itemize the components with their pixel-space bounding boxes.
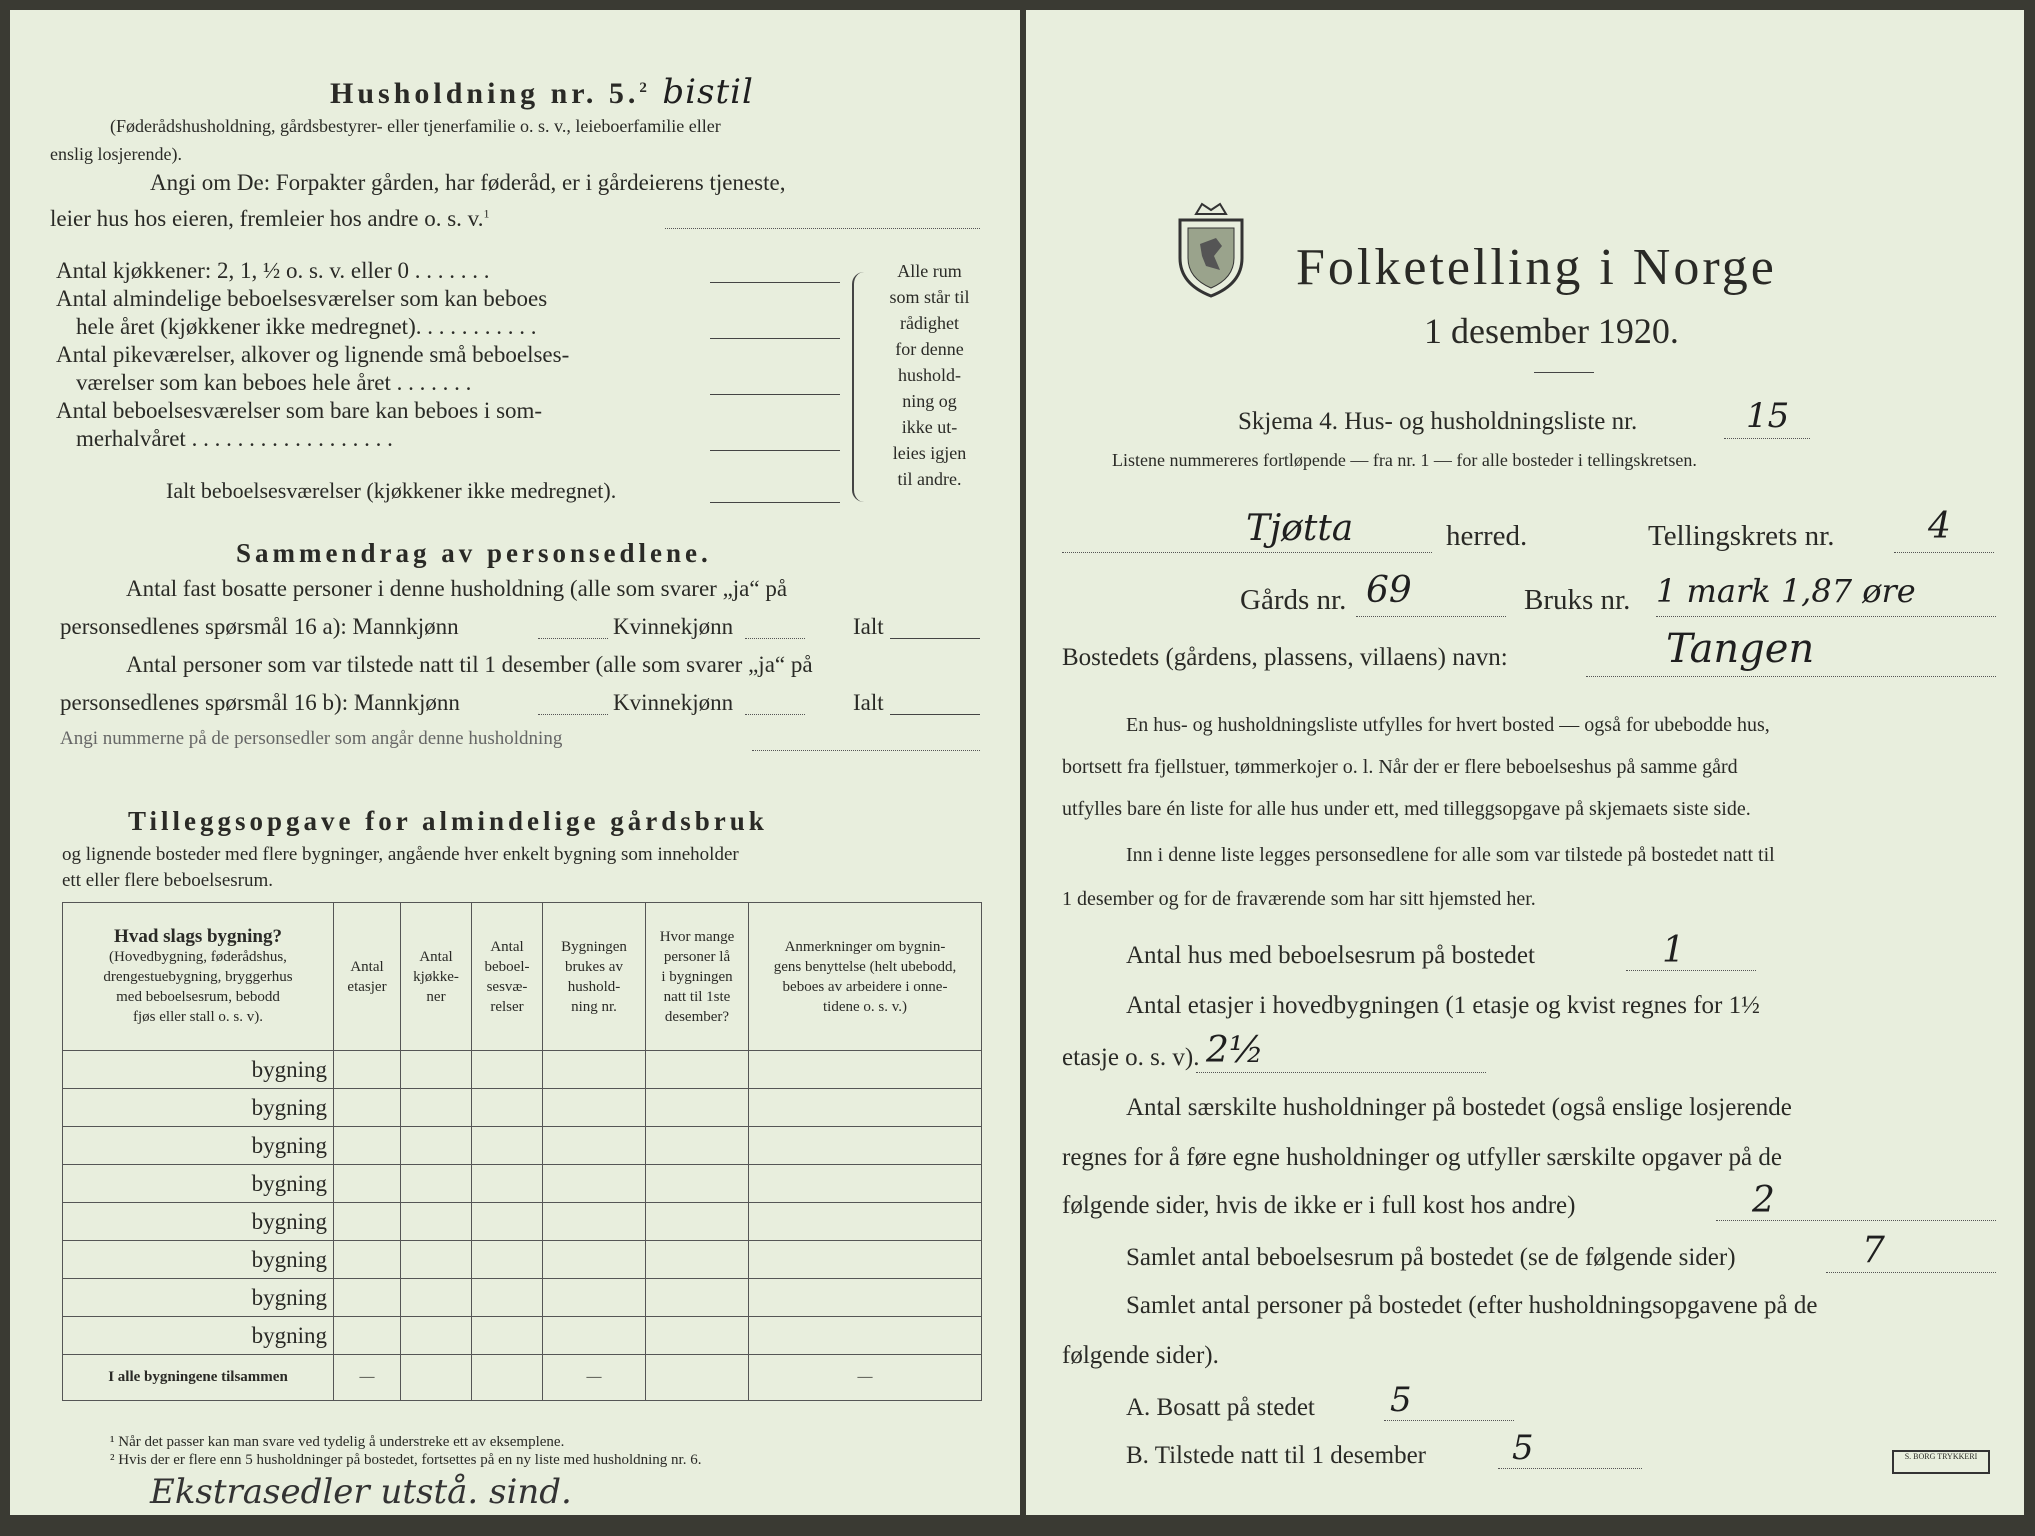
answer-resident-female[interactable] <box>745 638 805 639</box>
printer-stamp: S. BORG TRYKKERI <box>1892 1450 1990 1474</box>
table-cell[interactable] <box>543 1203 646 1241</box>
answer-summer-rooms[interactable] <box>710 450 840 451</box>
side-note-line: ikke ut- <box>901 417 958 437</box>
floors-label-2: etasje o. s. v). <box>1062 1044 1200 1071</box>
answer-holding-number[interactable] <box>1656 616 1996 617</box>
table-cell[interactable] <box>472 1051 543 1089</box>
building-label: bygning <box>251 1094 327 1120</box>
rooms-summer-1: Antal beboelsesværelser som bare kan beboes i som- <box>56 398 543 423</box>
households-label-1: Antal særskilte husholdninger på bostedet (også enslige losjerende <box>1126 1094 1792 1121</box>
side-note-line: leies igjen <box>892 443 967 463</box>
table-row <box>63 1165 982 1203</box>
total-row-cell[interactable] <box>646 1355 749 1401</box>
building-label-cell[interactable] <box>63 1127 334 1165</box>
building-label: bygning <box>251 1246 327 1272</box>
total-row-cell[interactable]: — <box>543 1355 646 1401</box>
col-building-type-line: (Hovedbygning, føderådshus, <box>109 948 287 965</box>
rooms-maid-2: værelser som kan beboes hele året . . . . . . . <box>76 370 472 395</box>
heading-superscript: 2 <box>639 80 651 96</box>
answer-present-total[interactable] <box>890 714 980 715</box>
building-label: bygning <box>251 1322 327 1348</box>
instructions-line: Inn i denne liste legges personsedlene for alle som var tilstede på bostedet natt til <box>1126 844 1775 866</box>
col-floors-line: etasjer <box>347 978 387 995</box>
resident-label: A. Bosatt på stedet <box>1126 1394 1315 1421</box>
col-kitchens <box>401 903 472 1051</box>
table-cell[interactable] <box>543 1241 646 1279</box>
table-cell[interactable] <box>334 1241 401 1279</box>
table-cell[interactable] <box>646 1165 749 1203</box>
persons-label-2: følgende sider). <box>1062 1342 1219 1369</box>
answer-ordinary-rooms[interactable] <box>710 338 840 339</box>
table-cell[interactable] <box>472 1241 543 1279</box>
schema-label: Skjema 4. Hus- og husholdningsliste nr. <box>1238 408 1638 435</box>
table-row <box>63 1203 982 1241</box>
households-label-3: følgende sider, hvis de ikke er i full kost hos andre) <box>1062 1192 1576 1219</box>
rooms-summer-2: merhalvåret . . . . . . . . . . . . . . . . . . <box>76 426 393 451</box>
building-label: bygning <box>251 1170 327 1196</box>
rooms-ordinary-2: hele året (kjøkkener ikke medregnet). . . . . . . . . . . <box>76 314 537 339</box>
buildings-table <box>62 902 982 1401</box>
total-row-cell[interactable] <box>472 1355 543 1401</box>
col-building-type-line: drengestuebygning, bryggerhus <box>103 968 293 985</box>
supplement-heading: Tilleggsopgave for almindelige gårdsbruk <box>128 806 768 836</box>
col-kitchens-line: Antal <box>419 948 453 965</box>
rooms-ordinary-1: Antal almindelige beboelsesværelser som kan beboes <box>56 286 548 311</box>
col-used-by-line: hushold- <box>567 978 621 995</box>
table-cell[interactable] <box>401 1279 472 1317</box>
table-cell[interactable] <box>472 1203 543 1241</box>
district-handwriting: 4 <box>1928 506 1951 547</box>
building-label-cell[interactable] <box>63 1165 334 1203</box>
houses-handwriting: 1 <box>1662 930 1685 971</box>
col-persons-line: i bygningen <box>661 968 733 985</box>
left-page <box>10 10 1020 1515</box>
total-row-cell[interactable] <box>401 1355 472 1401</box>
col-kitchens-line: ner <box>426 988 446 1005</box>
answer-rooms-total[interactable] <box>1826 1272 1996 1273</box>
household-heading-text: Husholdning nr. 5. <box>330 77 640 110</box>
table-row <box>63 1279 982 1317</box>
answer-person-numbers[interactable] <box>752 750 980 751</box>
summary-resident-female-label: Kvinnekjønn <box>613 614 734 639</box>
building-label-cell[interactable] <box>63 1241 334 1279</box>
table-cell[interactable] <box>749 1203 982 1241</box>
answer-resident-total[interactable] <box>890 638 980 639</box>
col-floors-line: Antal <box>350 958 384 975</box>
answer-district[interactable] <box>1894 552 1994 553</box>
answer-households[interactable] <box>1716 1220 1996 1221</box>
col-kitchens-line: kjøkke- <box>413 968 459 985</box>
answer-kitchens[interactable] <box>710 282 840 283</box>
table-cell[interactable] <box>401 1241 472 1279</box>
table-cell[interactable] <box>472 1317 543 1355</box>
table-cell[interactable] <box>543 1279 646 1317</box>
table-cell[interactable] <box>472 1127 543 1165</box>
census-date: 1 desember 1920. <box>1424 311 1679 351</box>
col-used-by-household <box>543 903 646 1051</box>
answer-municipality[interactable] <box>1062 552 1432 553</box>
table-cell[interactable] <box>646 1279 749 1317</box>
table-cell[interactable] <box>334 1279 401 1317</box>
coat-of-arms-icon <box>1172 200 1250 300</box>
table-row <box>63 1127 982 1165</box>
table-cell[interactable] <box>749 1165 982 1203</box>
col-rooms <box>472 903 543 1051</box>
col-building-type-title: Hvad slags bygning? <box>114 925 282 947</box>
holding-number-handwriting: 1 mark 1,87 øre <box>1656 572 1916 610</box>
col-persons-line: Hvor mange <box>659 928 735 945</box>
buildings-table-body <box>63 1051 982 1355</box>
col-building-type-line: med beboelsesrum, bebodd <box>116 988 280 1005</box>
table-cell[interactable] <box>543 1089 646 1127</box>
table-cell[interactable] <box>749 1127 982 1165</box>
total-row-label: I alle bygningene tilsammen <box>63 1355 334 1401</box>
supplement-intro-2: ett eller flere beboelsesrum. <box>62 870 274 891</box>
answer-floors[interactable] <box>1196 1072 1486 1073</box>
table-cell[interactable] <box>646 1317 749 1355</box>
building-label-cell[interactable] <box>63 1317 334 1355</box>
summary-present-female-label: Kvinnekjønn <box>613 690 734 715</box>
table-cell[interactable] <box>543 1051 646 1089</box>
answer-line-household-type[interactable] <box>665 228 980 229</box>
building-label: bygning <box>251 1056 327 1082</box>
col-persons-line: natt til 1ste <box>663 988 731 1005</box>
table-cell[interactable] <box>543 1317 646 1355</box>
table-cell[interactable] <box>543 1165 646 1203</box>
table-cell[interactable] <box>334 1051 401 1089</box>
supplement-intro-1: og lignende bosteder med flere bygninger, angående hver enkelt bygning som inneholder <box>62 844 739 865</box>
question-line-2 <box>50 206 489 232</box>
intro-line-1: (Føderådshusholdning, gårdsbestyrer- eller tjenerfamilie o. s. v., leieboerfamilie eller <box>110 116 721 136</box>
floors-label-1: Antal etasjer i hovedbygningen (1 etasje og kvist regnes for 1½ <box>1126 992 1760 1019</box>
floors-handwriting: 2½ <box>1206 1030 1264 1071</box>
answer-place-name[interactable] <box>1586 676 1996 677</box>
answer-farm-number[interactable] <box>1356 616 1506 617</box>
households-handwriting: 2 <box>1752 1180 1775 1221</box>
col-building-type-line: fjøs eller stall o. s. v). <box>133 1008 263 1025</box>
side-note-line: Alle rum <box>897 261 962 281</box>
table-cell[interactable] <box>646 1051 749 1089</box>
total-rooms-label: Ialt beboelsesværelser (kjøkkener ikke medregnet). <box>166 478 617 503</box>
table-cell[interactable] <box>472 1165 543 1203</box>
rooms-maid-1: Antal pikeværelser, alkover og lignende små beboelses- <box>56 342 570 367</box>
table-cell[interactable] <box>401 1089 472 1127</box>
table-cell[interactable] <box>646 1203 749 1241</box>
table-cell[interactable] <box>401 1127 472 1165</box>
instructions-line: bortsett fra fjellstuer, tømmerkojer o. l. Når der er flere beboelseshus på samme gård <box>1062 756 1738 778</box>
table-cell[interactable] <box>543 1127 646 1165</box>
col-persons <box>646 903 749 1051</box>
table-cell[interactable] <box>749 1051 982 1089</box>
side-note-line: som står til <box>889 287 970 307</box>
table-total-row <box>63 1355 982 1401</box>
present-handwriting: 5 <box>1512 1428 1534 1468</box>
question-line-2-text: leier hus hos eieren, fremleier hos andre o. s. v. <box>50 206 484 231</box>
side-note-brace <box>852 272 868 502</box>
col-remarks-line: beboes av arbeidere i onne- <box>782 978 948 995</box>
col-floors <box>334 903 401 1051</box>
place-name-label: Bostedets (gårdens, plassens, villaens) navn: <box>1062 644 1508 671</box>
table-cell[interactable] <box>334 1127 401 1165</box>
municipality-handwriting: Tjøtta <box>1246 508 1354 549</box>
question-superscript: 1 <box>483 206 490 221</box>
instructions-line: En hus- og husholdningsliste utfylles for hvert bosted — også for ubebodde hus, <box>1126 714 1770 736</box>
district-label: Tellingskrets nr. <box>1648 520 1835 552</box>
table-cell[interactable] <box>646 1127 749 1165</box>
summary-resident-line: Antal fast bosatte personer i denne husholdning (alle som svarer „ja“ på <box>126 576 788 601</box>
table-cell[interactable] <box>749 1241 982 1279</box>
building-label: bygning <box>251 1132 327 1158</box>
persons-label-1: Samlet antal personer på bostedet (efter husholdningsopgavene på de <box>1126 1292 1818 1319</box>
table-cell[interactable] <box>401 1165 472 1203</box>
municipality-label: herred. <box>1446 520 1528 552</box>
resident-handwriting: 5 <box>1390 1380 1412 1420</box>
col-rooms-line: sesvæ- <box>486 978 528 995</box>
list-numbering-note: Listene nummereres fortløpende — fra nr. 1 — for alle bosteder i tellingskretsen. <box>1112 450 1697 470</box>
table-cell[interactable] <box>749 1317 982 1355</box>
side-note-line: rådighet <box>900 313 959 333</box>
building-label-cell[interactable] <box>63 1089 334 1127</box>
list-number-handwriting: 15 <box>1746 396 1790 436</box>
col-used-by-line: ning nr. <box>571 998 617 1015</box>
col-rooms-line: relser <box>490 998 524 1015</box>
present-label: B. Tilstede natt til 1 desember <box>1126 1442 1426 1469</box>
answer-present-male[interactable] <box>538 714 608 715</box>
summary-present-line: Antal personer som var tilstede natt til 1 desember (alle som svarer „ja“ på <box>126 652 813 677</box>
table-row <box>63 1089 982 1127</box>
summary-present-male-label: personsedlenes spørsmål 16 b): Mannkjønn <box>60 690 460 715</box>
table-cell[interactable] <box>472 1089 543 1127</box>
col-rooms-line: Antal <box>490 938 524 955</box>
side-note-line: til andre. <box>897 469 962 489</box>
table-cell[interactable] <box>334 1089 401 1127</box>
instructions-line: utfylles bare én liste for alle hus under ett, med tilleggsopgave på skjemaets siste side. <box>1062 798 1751 820</box>
summary-resident-total-label: Ialt <box>853 614 884 639</box>
summary-present-total-label: Ialt <box>853 690 884 715</box>
side-note-line: for denne <box>895 339 964 359</box>
household-heading <box>330 72 754 112</box>
answer-list-number[interactable] <box>1724 438 1810 439</box>
farm-number-label: Gårds nr. <box>1240 584 1347 616</box>
rooms-total-handwriting: 7 <box>1862 1230 1885 1271</box>
table-cell[interactable] <box>646 1089 749 1127</box>
building-label: bygning <box>251 1208 327 1234</box>
houses-label: Antal hus med beboelsesrum på bostedet <box>1126 942 1535 969</box>
side-note-line: hushold- <box>898 365 961 385</box>
table-cell[interactable] <box>401 1317 472 1355</box>
place-name-handwriting: Tangen <box>1666 626 1815 672</box>
summary-numbers-label: Angi nummerne på de personsedler som angår denne husholdning <box>60 728 563 749</box>
table-cell[interactable] <box>749 1279 982 1317</box>
summary-resident-male-label: personsedlenes spørsmål 16 a): Mannkjønn <box>60 614 459 639</box>
table-cell[interactable] <box>472 1279 543 1317</box>
summary-heading: Sammendrag av personsedlene. <box>236 538 712 568</box>
col-remarks <box>749 903 982 1051</box>
col-persons-line: personer lå <box>663 948 731 965</box>
col-used-by-line: Bygningen <box>561 938 627 955</box>
answer-total-rooms[interactable] <box>710 502 840 503</box>
farm-number-handwriting: 69 <box>1366 570 1412 611</box>
building-label-cell[interactable] <box>63 1203 334 1241</box>
bottom-handwriting: Ekstrasedler utstå. sind. <box>150 1472 572 1512</box>
answer-resident-male[interactable] <box>538 638 608 639</box>
answer-houses[interactable] <box>1626 970 1756 971</box>
table-cell[interactable] <box>749 1089 982 1127</box>
col-building-type <box>63 903 334 1051</box>
answer-resident[interactable] <box>1384 1420 1514 1421</box>
col-remarks-line: Anmerkninger om bygnin- <box>784 938 946 955</box>
answer-maid-rooms[interactable] <box>710 394 840 395</box>
table-cell[interactable] <box>646 1241 749 1279</box>
table-cell[interactable] <box>334 1165 401 1203</box>
rooms-kitchens: Antal kjøkkener: 2, 1, ½ o. s. v. eller 0 . . . . . . . <box>56 258 490 283</box>
table-cell[interactable] <box>334 1203 401 1241</box>
table-cell[interactable] <box>401 1203 472 1241</box>
footnote-2: ² Hvis der er flere enn 5 husholdninger på bostedet, fortsettes på en ny liste med husholdning nr. 6. <box>110 1452 702 1468</box>
table-cell[interactable] <box>401 1051 472 1089</box>
right-page <box>1026 10 2024 1515</box>
side-note-line: ning og <box>902 391 957 411</box>
intro-line-2: enslig losjerende). <box>50 144 182 164</box>
col-remarks-line: tidene o. s. v.) <box>822 998 907 1015</box>
holding-number-label: Bruks nr. <box>1524 584 1631 616</box>
col-remarks-line: gens benyttelse (helt ubebodd, <box>773 958 957 975</box>
households-label-2: regnes for å føre egne husholdninger og utfyller særskilte opgaver på de <box>1062 1144 1782 1171</box>
building-label-cell[interactable] <box>63 1279 334 1317</box>
footnote-1: ¹ Når det passer kan man svare ved tydelig å understreke ett av eksemplene. <box>110 1434 565 1450</box>
total-row-cell[interactable]: — <box>334 1355 401 1401</box>
table-row <box>63 1051 982 1089</box>
question-line-1: Angi om De: Forpakter gården, har føderåd, er i gårdeierens tjeneste, <box>150 170 786 195</box>
col-used-by-line: brukes av <box>565 958 623 975</box>
building-label-cell[interactable] <box>63 1051 334 1089</box>
col-rooms-line: beboel- <box>484 958 530 975</box>
heading-handwriting: bistil <box>662 72 754 112</box>
side-note <box>872 258 987 492</box>
instructions-line: 1 desember og for de fraværende som har sitt hjemsted her. <box>1062 888 1536 910</box>
table-cell[interactable] <box>334 1317 401 1355</box>
title-rule <box>1534 372 1594 373</box>
answer-present-female[interactable] <box>745 714 805 715</box>
total-row-cell[interactable]: — <box>749 1355 982 1401</box>
table-row <box>63 1317 982 1355</box>
col-persons-line: desember? <box>664 1008 730 1025</box>
answer-present[interactable] <box>1498 1468 1642 1469</box>
rooms-total-label: Samlet antal beboelsesrum på bostedet (se de følgende sider) <box>1126 1244 1736 1271</box>
building-label: bygning <box>251 1284 327 1310</box>
table-row <box>63 1241 982 1279</box>
main-title: Folketelling i Norge <box>1296 239 1777 296</box>
